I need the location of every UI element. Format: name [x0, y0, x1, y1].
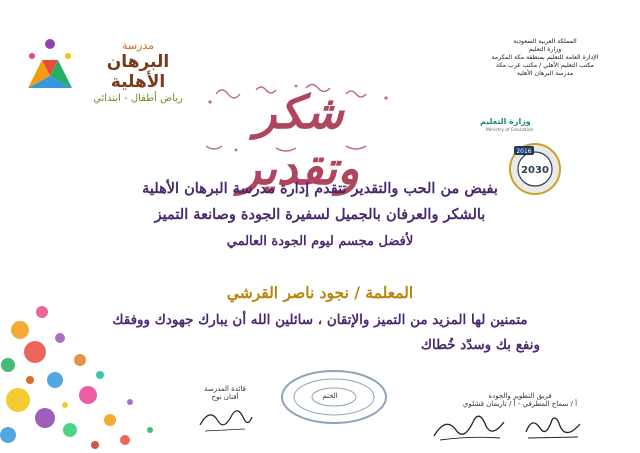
body-line-closing: ونفع بك وسدّد خُطاك [420, 337, 540, 353]
school-name-block [88, 40, 188, 105]
ministry-line-administration: الإدارة العامة للتعليم بمنطقة مكة المكرمة [491, 54, 599, 61]
vision-year-top: 2016 [516, 148, 532, 155]
principal-signature-icon [195, 405, 255, 435]
ministry-line-ministry: وزارة التعليم [528, 46, 562, 53]
body-line-thanks: بالشكر والعرفان بالجميل لسفيرة الجودة وصانعة التميز [154, 206, 486, 223]
ministry-line-office: مكتب التعليم الأهلي / مكتب غرب مكة [496, 62, 594, 69]
moe-logo-name: وزارة التعليم [480, 117, 531, 126]
stamp-label: الختم [322, 392, 338, 400]
school-prefix: مدرسة [121, 39, 155, 52]
principal-signature-block [190, 385, 260, 401]
ministry-line-school: مدرسة البرهان الأهلية [516, 70, 574, 77]
school-name: البرهان الأهلية [106, 52, 170, 92]
school-subtitle: رياض أطفال - ابتدائي [93, 93, 183, 104]
team-signature-1-icon [430, 410, 510, 444]
principal-title: قائدة المدرسة [204, 385, 246, 393]
school-logo-icon [20, 36, 80, 94]
body-line-reason: لأفضل مجسم ليوم الجودة العالمي [226, 234, 414, 249]
moe-logo-name-en: Ministry of Education [486, 128, 534, 133]
quality-team-title: فريق التطوير والجودة [488, 392, 552, 400]
teacher-name: المعلمة / نجود ناصر القرشي [226, 283, 414, 302]
quality-team-names: أ / سماح المطرفي - أ / تاريمان قشلوي [462, 400, 578, 408]
quality-team-block [440, 392, 600, 408]
body-line-intro: بفيض من الحب والتقدير تتقدم إدارة مدرسة البرهان الأهلية [142, 180, 498, 197]
ministry-header [470, 38, 620, 78]
body-line-wishes: متمنين لها المزيد من التميز والإتقان ، سائلين الله أن يبارك جهودك ووفقك [112, 312, 528, 328]
team-signature-2-icon [520, 410, 590, 444]
vision-year-main: 2030 [521, 165, 549, 176]
principal-name: أفنان نوح [211, 393, 239, 401]
certificate-title: شكر وتقدير [238, 85, 360, 195]
ministry-line-country: المملكة العربية السعودية [513, 38, 577, 45]
